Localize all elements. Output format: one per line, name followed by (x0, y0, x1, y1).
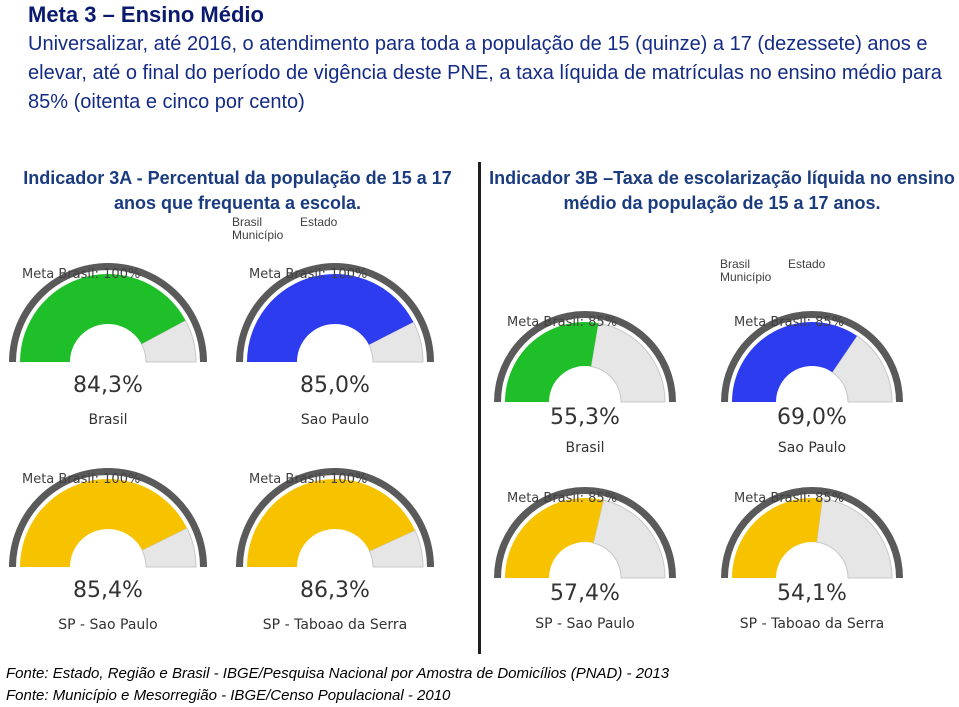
gauge-value-label: 86,3% (300, 578, 370, 603)
gauge-target-label: Meta Brasil: 100% (249, 472, 368, 487)
gauge-remainder (817, 499, 892, 578)
gauge-name-label: Sao Paulo (300, 412, 370, 428)
source-note-1: Fonte: Estado, Região e Brasil - IBGE/Pesquisa Nacional por Amostra de Domicílios (PNAD) - 2013 (6, 665, 670, 682)
gauge-remainder (591, 323, 665, 402)
gauge-name-label: SP - Sao Paulo (535, 616, 635, 632)
gauge-3b-2 (721, 311, 903, 456)
indicator-3b-title: Indicador 3B –Taxa de escolarização líquida no ensino médio da população de 15 a 17 anos. (489, 168, 955, 213)
gauge-value-fill (732, 322, 857, 402)
gauge-3a-3 (9, 468, 207, 633)
gauge-3b-1 (494, 311, 676, 456)
indicator-3a-title: Indicador 3A - Percentual da população de 15 a 17 anos que frequenta a escola. (23, 168, 452, 213)
gauge-target-label: Meta Brasil: 85% (507, 315, 618, 330)
gauge-name-label: Brasil (88, 412, 128, 428)
goal-description: Universalizar, até 2016, o atendimento para toda a população de 15 (quinze) a 17 (dezessete) anos e elevar, até o final do período de vigência deste PNE, a taxa líquida de matrículas no ensino médio para 85% (oitenta e cinco por cento) (28, 33, 942, 113)
gauge-target-label: Meta Brasil: 85% (734, 491, 845, 506)
gauge-target-label: Meta Brasil: 85% (734, 315, 845, 330)
gauge-value-label: 54,1% (777, 581, 847, 606)
gauge-name-label: SP - Taboao da Serra (262, 617, 408, 633)
gauge-value-label: 55,3% (550, 405, 620, 430)
legend-3b-estado: Estado (788, 257, 826, 271)
gauge-name-label: Sao Paulo (777, 440, 847, 456)
gauge-target-label: Meta Brasil: 100% (249, 267, 368, 282)
page-title: Meta 3 – Ensino Médio (28, 2, 264, 27)
gauge-target-label: Meta Brasil: 100% (22, 267, 141, 282)
legend-3a-brasil: Brasil (232, 215, 263, 229)
gauge-3a-2 (236, 263, 434, 428)
legend-3b-municipio: Município (720, 270, 772, 284)
gauge-3b-4 (721, 487, 903, 632)
legend-3b-brasil: Brasil (720, 257, 751, 271)
gauge-name-label: Brasil (565, 440, 605, 456)
legend-3a-estado: Estado (300, 215, 338, 229)
gauge-3b-3 (494, 487, 676, 632)
gauge-value-label: 57,4% (550, 581, 620, 606)
gauge-value-fill (505, 498, 603, 578)
legend-3a-municipio: Município (232, 228, 284, 242)
gauge-value-label: 85,4% (73, 578, 143, 603)
gauge-name-label: SP - Sao Paulo (58, 617, 158, 633)
gauge-value-label: 84,3% (73, 373, 143, 398)
gauge-target-label: Meta Brasil: 85% (507, 491, 618, 506)
gauge-value-fill (732, 498, 822, 578)
gauge-value-label: 69,0% (777, 405, 847, 430)
gauge-remainder (593, 500, 665, 578)
source-note-2: Fonte: Município e Mesorregião - IBGE/Censo Populacional - 2010 (6, 687, 451, 704)
gauge-3a-4 (236, 468, 434, 633)
gauge-value-label: 85,0% (300, 373, 370, 398)
gauge-target-label: Meta Brasil: 100% (22, 472, 141, 487)
gauge-value-fill (505, 322, 598, 402)
gauge-name-label: SP - Taboao da Serra (739, 616, 885, 632)
gauge-3a-1 (9, 263, 207, 428)
